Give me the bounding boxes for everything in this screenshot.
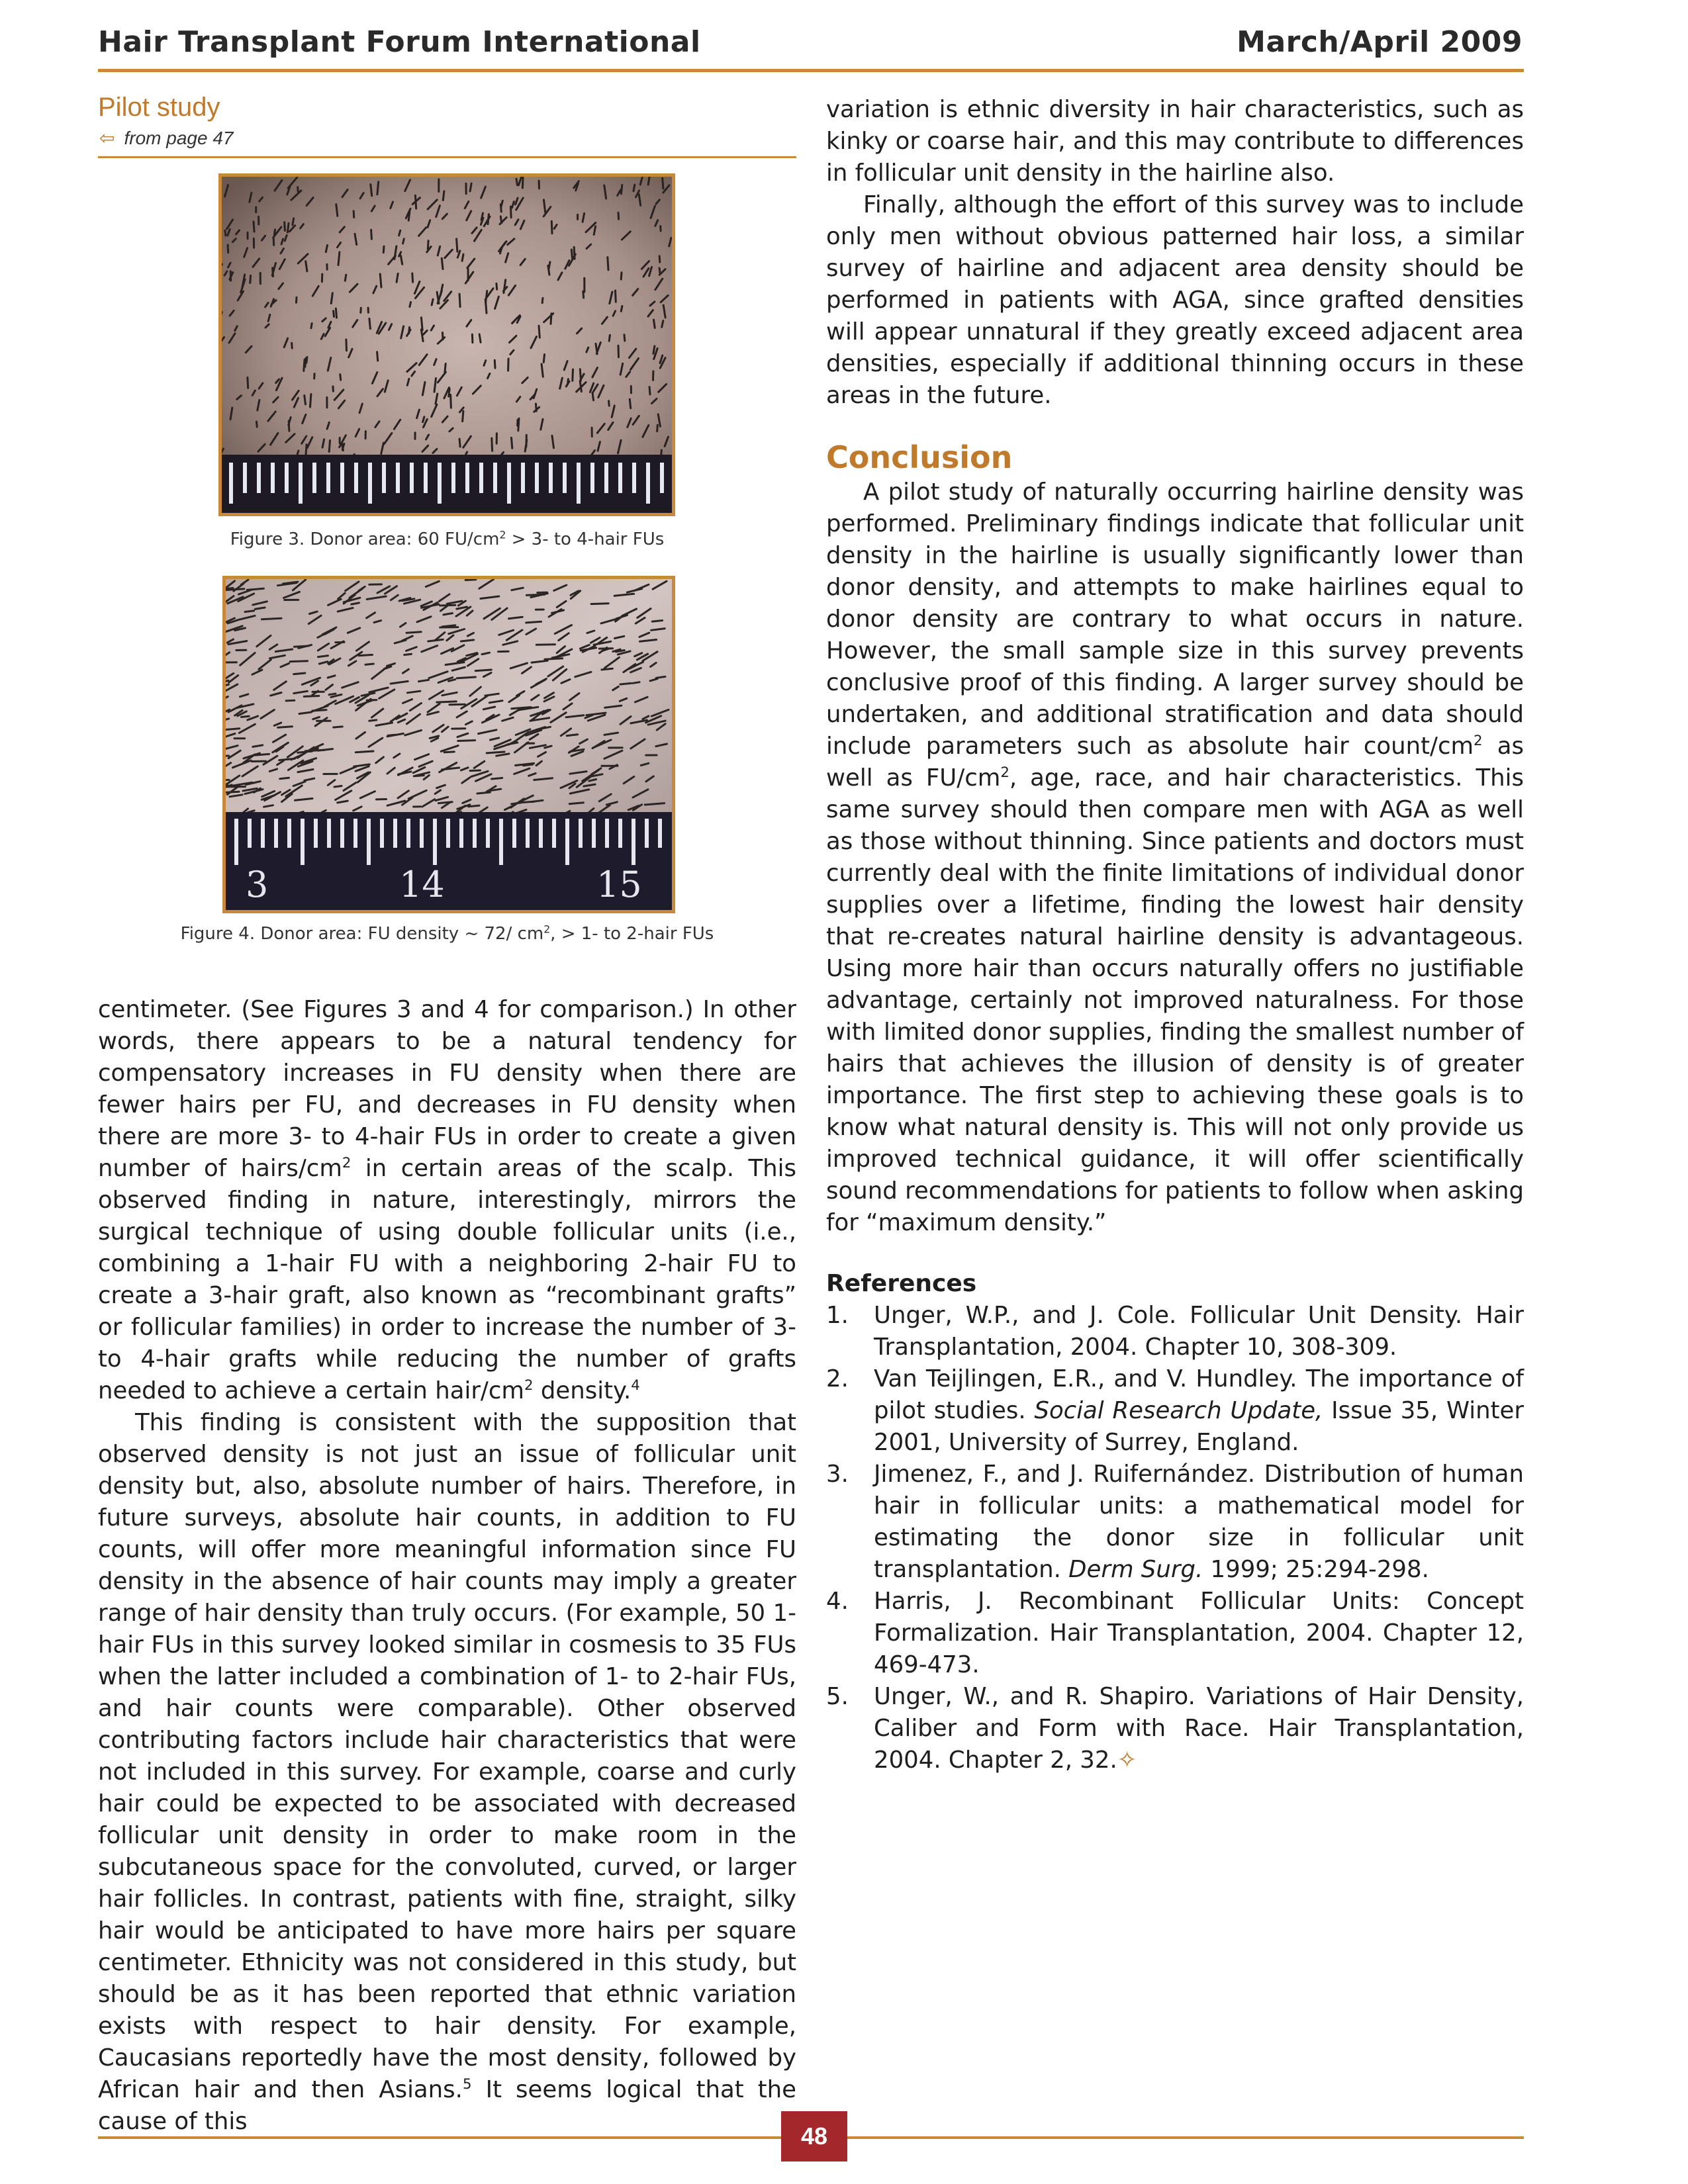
right-column-text — [826, 94, 1524, 1776]
reference-item: 2. Van Teijlingen, E.R., and V. Hundley. The importance of pilot studies. Social Research Update, Issue 35, Winter 2001, University of Surrey, England. — [826, 1365, 1524, 1456]
section-rule — [98, 156, 796, 158]
issue-date: March/April 2009 — [1237, 25, 1523, 59]
figure-3-caption: Figure 3. Donor area: 60 $FU/cm^2 > 3-$ to 4-hair FUs — [230, 529, 665, 549]
footer-rule-left — [98, 2136, 781, 2139]
arrow-left-icon: ⇦ — [99, 128, 115, 148]
references-heading: References — [826, 1270, 977, 1297]
donor-photo-image — [226, 579, 672, 910]
conclusion-paragraph: A pilot study of naturally occurring hairline density was performed. Preliminary findings indicate that follicular unit density in the hairline is usually significantly lower than donor density, and attempts to make hairlines equal to donor density are contrary to what occurs in nature. However, the small sample size in this survey prevents conclusive proof of this finding. A larger survey should be undertaken, and additional stratification and data should include parameters such as absolute hair count/$cm^2$ as well as $FU/cm^2$, age, race, and hair characteristics. This same survey should then compare men with AGA as well as those without thinning. Since patients and doctors must currently deal with the finite limitations of individual donor supplies over a lifetime, finding the lowest hair density that re-creates natural hairline density is advantageous. Using more hair than occurs naturally offers no justifiable advantage, certainly not improved naturalness. For those with limited donor supplies, finding the smallest number of hairs that achieves the illusion of density is of greater importance. The first step to achieving these goals is to know what natural density is. This will not only provide us improved technical guidance, it will offer scientifically sound recommendations for patients to follow when asking for “maximum density.” — [826, 478, 1524, 1236]
header-rule — [98, 69, 1524, 72]
paragraph: variation is ethnic diversity in hair characteristics, such as kinky or coarse hair, and this may contribute to differences in follicular unit density in the hairline also. — [826, 96, 1524, 187]
reference-item: 4. Harris, J. Recombinant Follicular Units: Concept Formalization. Hair Transplantation, 2004. Chapter 12, 469-473. — [826, 1588, 1524, 1678]
reference-item: 1. Unger, W.P., and J. Cole. Follicular Unit Density. Hair Transplantation, 2004. Chapter 10, 308-309. — [826, 1302, 1524, 1361]
paragraph: centimeter. (See Figures 3 and 4 for comparison.) In other words, there appears to be a natural tendency for compensatory increases in FU density when there are fewer hairs per FU, and decreases in FU density when there are more 3- to 4-hair FUs in order to create a given number of hairs/$cm^2$ in certain areas of the scalp. This observed finding in nature, interestingly, mirrors the surgical technique of using double follicular units (i.e., combining a 1-hair FU with a neighboring 2-hair FU to create a 3-hair graft, also known as “recombinant grafts” or follicular families) in order to increase the number of 3- to 4-hair grafts while reducing the number of grafts needed to achieve a certain hair/$cm^2$ density.$^4$ — [98, 996, 796, 1404]
figure-4-caption: Figure 4. Donor area: FU density ~ 72/ $cm^2$, > 1- to 2-hair FUs — [180, 923, 714, 944]
end-of-article-icon: ✧ — [1117, 1747, 1137, 1774]
figure-4-photo — [222, 576, 675, 913]
paragraph: Finally, although the effort of this survey was to include only men without obvious patterned hair loss, a similar survey of hairline and adjacent area density should be performed in patients with AGA, since grafted densities will appear unnatural if they greatly exceed adjacent area densities, especially if additional thinning occurs in these areas in the future. — [826, 191, 1524, 409]
footer-rule-right — [847, 2136, 1524, 2139]
ruler-label-14: 14 — [399, 864, 445, 905]
reference-item: 5. Unger, W., and R. Shapiro. Variations of Hair Density, Caliber and Form with Race. Hair Transplantation, 2004. Chapter 2, 32.✧ — [826, 1683, 1524, 1774]
paragraph: This finding is consistent with the supposition that observed density is not just an issue of follicular unit density but, also, absolute number of hairs. Therefore, in future surveys, absolute hair counts, in addition to FU counts, will offer more meaningful information since FU density in the absence of hair counts may imply a greater range of hair density than truly occurs. (For example, 50 1-hair FUs in this survey looked similar in cosmesis to 35 FUs when the latter included a combination of 1- to 2-hair FUs, and hair counts were comparable). Other observed contributing factors include hair characteristics that were not included in this survey. For example, coarse and curly hair could be expected to be associated with decreased follicular unit density in order to make room in the subcutaneous space for the convoluted, curved, or larger hair follicles. In contrast, patients with fine, straight, silky hair would be anticipated to have more hairs per square centimeter. Ethnicity was not considered in this study, but should be as it has been reported that ethnic variation exists with respect to hair density. For example, Caucasians reportedly have the most density, followed by African hair and then Asians.$^5$ It seems logical that the cause of this — [98, 1409, 796, 2135]
figure-3-photo — [218, 173, 675, 516]
reference-item: 3. Jimenez, F., and J. Ruifernández. Distribution of human hair in follicular units: a mathematical model for estimating the donor size in follicular unit transplantation. Derm Surg. 1999; 25:294-298. — [826, 1461, 1524, 1583]
section-label: Pilot study — [98, 93, 220, 122]
journal-title: Hair Transplant Forum International — [98, 25, 701, 59]
left-column-text — [98, 994, 796, 2138]
references-list — [826, 1300, 1524, 1776]
page-number-badge: 48 — [781, 2111, 847, 2161]
conclusion-heading: Conclusion — [826, 439, 1013, 475]
scalp-photo-image — [222, 177, 672, 513]
ruler-label-15: 15 — [596, 864, 642, 905]
ruler-label-3: 3 — [246, 864, 269, 905]
from-page-text: from page 47 — [124, 128, 234, 148]
continued-from-link[interactable] — [99, 127, 233, 149]
